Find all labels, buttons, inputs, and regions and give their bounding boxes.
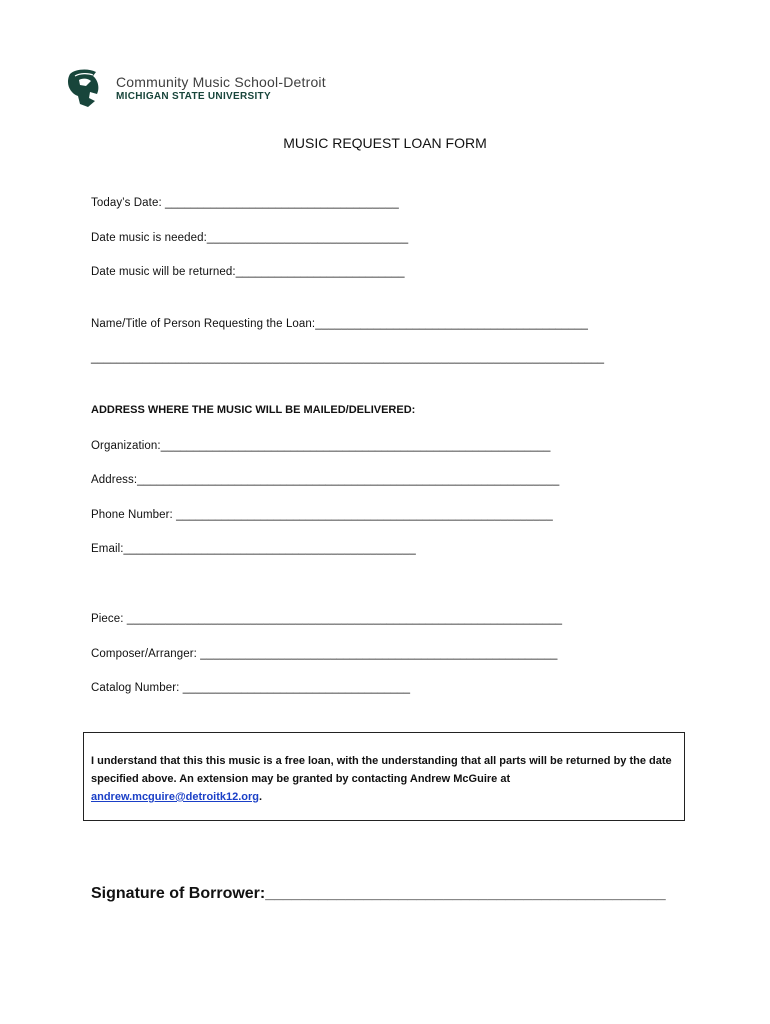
organization-field[interactable]: Organization:____________________________________________________________ — [91, 440, 551, 452]
header-logo — [66, 68, 346, 112]
requester-name-continuation-field[interactable]: _______________________________________________________________________________ — [91, 352, 605, 364]
date-returned-field[interactable]: Date music will be returned:__________________________ — [91, 266, 405, 278]
requester-name-field[interactable]: Name/Title of Person Requesting the Loan:__________________________________________ — [91, 318, 589, 330]
logo-university-name: MICHIGAN STATE UNIVERSITY — [116, 91, 271, 102]
date-needed-field[interactable]: Date music is needed:_______________________________ — [91, 232, 409, 244]
piece-field[interactable]: Piece: ___________________________________________________________________ — [91, 613, 563, 625]
phone-number-field[interactable]: Phone Number: __________________________________________________________ — [91, 509, 553, 521]
todays-date-field[interactable]: Today’s Date: ____________________________________ — [91, 197, 399, 209]
loan-agreement-notice — [83, 732, 685, 821]
page-title: MUSIC REQUEST LOAN FORM — [283, 135, 487, 151]
email-field[interactable]: Email:_____________________________________________ — [91, 543, 416, 555]
notice-text-end: . — [259, 791, 263, 803]
signature-field[interactable]: Signature of Borrower:_____________________________________________ — [91, 885, 666, 902]
address-field[interactable]: Address:_________________________________________________________________ — [91, 474, 560, 486]
logo-school-name: Community Music School-Detroit — [116, 74, 326, 90]
composer-arranger-field[interactable]: Composer/Arranger: _______________________________________________________ — [91, 648, 558, 660]
notice-text: I understand that this this music is a free loan, with the understanding that all parts will be returned by the date specified above. An extension may be granted by contacting Andrew McGuire at — [91, 755, 672, 785]
catalog-number-field[interactable]: Catalog Number: ___________________________________ — [91, 682, 411, 694]
spartan-helmet-icon — [66, 68, 100, 108]
address-section-heading: ADDRESS WHERE THE MUSIC WILL BE MAILED/DELIVERED: — [91, 404, 416, 416]
contact-email-link[interactable]: andrew.mcguire@detroitk12.org — [91, 791, 260, 803]
